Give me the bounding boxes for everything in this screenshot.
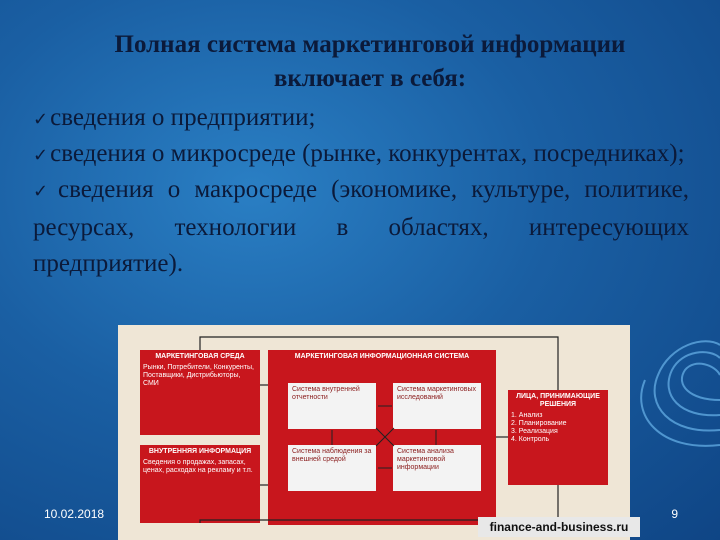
decision-item: 2. Планирование: [511, 420, 567, 427]
bullet-text: сведения о макросреде (экономике, культуре, политике, ресурсах, технологии в областях, интересующих предприятие).: [33, 176, 690, 277]
swirl-decoration-icon: [630, 340, 720, 460]
check-icon: ✓: [33, 145, 49, 166]
page-number: 9: [671, 507, 678, 521]
decision-item: 1. Анализ: [511, 412, 543, 419]
decision-title: ЛИЦА, ПРИНИМАЮЩИЕ РЕШЕНИЯ: [516, 393, 600, 408]
bullet-text: сведения о микросреде (рынке, конкурентах, посредниках);: [50, 140, 685, 167]
slide-title-line-2: включает в себя:: [273, 65, 467, 92]
bullet-text: сведения о предприятии;: [50, 104, 316, 131]
mis-title: МАРКЕТИНГОВАЯ ИНФОРМАЦИОННАЯ СИСТЕМА: [294, 353, 470, 360]
bullet-list: [33, 100, 689, 280]
slide-date: 10.02.2018: [44, 507, 105, 521]
marketing-info-diagram: [118, 325, 630, 540]
check-icon: ✓: [33, 109, 49, 130]
slide-title: [60, 28, 680, 96]
flow-arrows: [118, 325, 630, 540]
bullet-item: [33, 172, 689, 282]
bullet-item: [33, 100, 689, 138]
marketing-research-subsystem: Система маркетинговых исследований: [393, 383, 481, 429]
decision-item: 3. Реализация: [511, 428, 558, 435]
env-title: МАРКЕТИНГОВАЯ СРЕДА: [155, 353, 245, 360]
check-icon: ✓: [33, 181, 56, 202]
external-monitoring-subsystem: Система наблюдения за внешней средой: [288, 445, 376, 491]
decision-item: 4. Контроль: [511, 436, 550, 443]
internal-reporting-subsystem: Система внутренней отчетности: [288, 383, 376, 429]
bullet-item: [33, 136, 689, 174]
internal-text: Сведения о продажах, запасах, ценах, расходах на рекламу и т.п.: [143, 459, 253, 474]
slide-title-line-1: Полная система маркетинговой информации: [114, 31, 626, 58]
internal-title: ВНУТРЕННЯЯ ИНФОРМАЦИЯ: [148, 448, 252, 455]
env-text: Рынки, Потребители, Конкуренты, Поставщики, Дистрибьюторы, СМИ: [143, 364, 254, 387]
watermark: finance-and-business.ru: [478, 517, 640, 537]
info-analysis-subsystem: Система анализа маркетинговой информации: [393, 445, 481, 491]
